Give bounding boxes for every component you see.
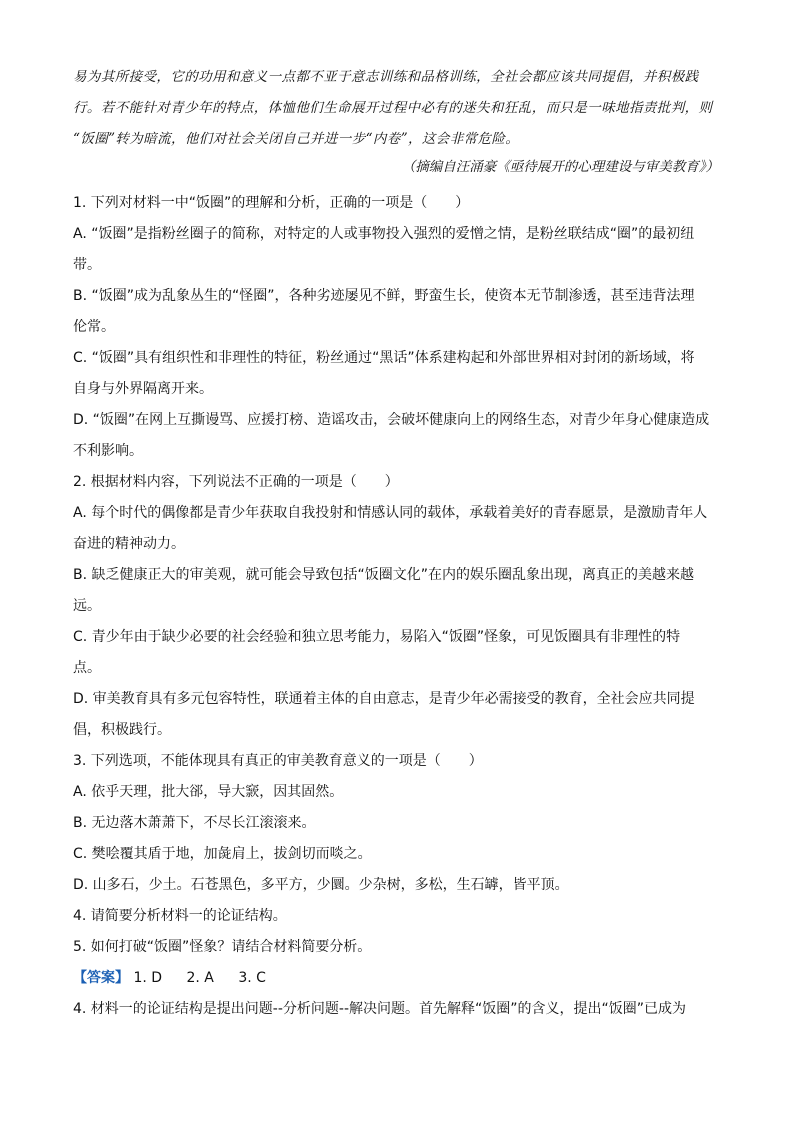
question-4-stem: 4. 请简要分析材料一的论证结构。 — [73, 908, 287, 924]
questions-section — [73, 188, 725, 1025]
question-2-stem: 2. 根据材料内容，下列说法不正确的一项是（ ） — [73, 474, 399, 490]
answer-item: 3. C — [238, 970, 266, 986]
passage-line: “饭圈”转为暗流，他们对社会关闭自己并进一步“内卷”，这会非常危险。 — [73, 131, 520, 147]
question-3-option-a: A. 依乎天理，批大郤，导大窾，因其固然。 — [73, 784, 344, 800]
question-2-option-c: C. 青少年由于缺少必要的社会经验和独立思考能力，易陷入“饭圈”怪象，可见饭圈具有非理性的特 — [73, 629, 681, 645]
question-3-option-c: C. 樊哙覆其盾于地，加彘肩上，拔剑切而啖之。 — [73, 846, 372, 862]
question-5-stem: 5. 如何打破“饭圈”怪象？请结合材料简要分析。 — [73, 939, 372, 955]
question-2-option-c-cont: 点。 — [73, 660, 101, 676]
passage-line: 易为其所接受，它的功用和意义一点都不亚于意志训练和品格训练，全社会都应该共同提倡，并积极践 — [73, 69, 699, 85]
question-3-option-d: D. 山多石，少土。石苍黑色，多平方，少圜。少杂树，多松，生石罅，皆平顶。 — [73, 877, 569, 893]
question-1-option-b: B. “饭圈”成为乱象丛生的“怪圈”，各种劣迹屡见不鲜，野蛮生长，使资本无节制渗透，甚至违背法理 — [73, 288, 695, 304]
passage-excerpt — [73, 62, 725, 155]
passage-line: 行。若不能针对青少年的特点，体恤他们生命展开过程中必有的迷失和狂乱，而只是一味地指责批判，则 — [73, 100, 713, 116]
explanation-line: 4. 材料一的论证结构是提出问题--分析问题--解决问题。首先解释“饭圈”的含义，提出“饭圈”已成为 — [73, 1001, 687, 1017]
question-1-stem: 1. 下列对材料一中“饭圈”的理解和分析，正确的一项是（ ） — [73, 195, 470, 211]
question-1-option-d-cont: 不利影响。 — [73, 443, 143, 459]
answer-tag: 【答案】 — [73, 970, 129, 986]
question-2-option-a-cont: 奋进的精神动力。 — [73, 536, 185, 552]
question-1-option-a-cont: 带。 — [73, 257, 101, 273]
answer-item: 1. D — [133, 970, 163, 986]
question-2-option-b: B. 缺乏健康正大的审美观，就可能会导致包括“饭圈文化”在内的娱乐圈乱象出现，离真正的美越来越 — [73, 567, 695, 583]
answer-item: 2. A — [186, 970, 214, 986]
question-1-option-c-cont: 自身与外界隔离开来。 — [73, 381, 213, 397]
question-2-option-d: D. 审美教育具有多元包容特性，联通着主体的自由意志，是青少年必需接受的教育，全社会应共同提 — [73, 691, 695, 707]
question-1-option-c: C. “饭圈”具有组织性和非理性的特征，粉丝通过“黑话”体系建构起和外部世界相对封闭的新场域，将 — [73, 350, 695, 366]
question-3-stem: 3. 下列选项，不能体现具有真正的审美教育意义的一项是（ ） — [73, 753, 483, 769]
passage-source: （摘编自汪涌豪《亟待展开的心理建设与审美教育》） — [401, 159, 719, 175]
answer-line — [73, 963, 725, 994]
question-1-option-b-cont: 伦常。 — [73, 319, 115, 335]
question-2-option-d-cont: 倡，积极践行。 — [73, 722, 171, 738]
question-1-option-d: D. “饭圈”在网上互撕谩骂、应援打榜、造谣攻击，会破坏健康向上的网络生态，对青少年身心健康造成 — [73, 412, 710, 428]
question-2-option-a: A. 每个时代的偶像都是青少年获取自我投射和情感认同的载体，承载着美好的青春愿景，是激励青年人 — [73, 505, 708, 521]
question-1-option-a: A. “饭圈”是指粉丝圈子的简称，对特定的人或事物投入强烈的爱憎之情，是粉丝联结成“圈”的最初纽 — [73, 226, 695, 242]
question-3-option-b: B. 无边落木萧萧下，不尽长江滚滚来。 — [73, 815, 316, 831]
question-2-option-b-cont: 远。 — [73, 598, 101, 614]
